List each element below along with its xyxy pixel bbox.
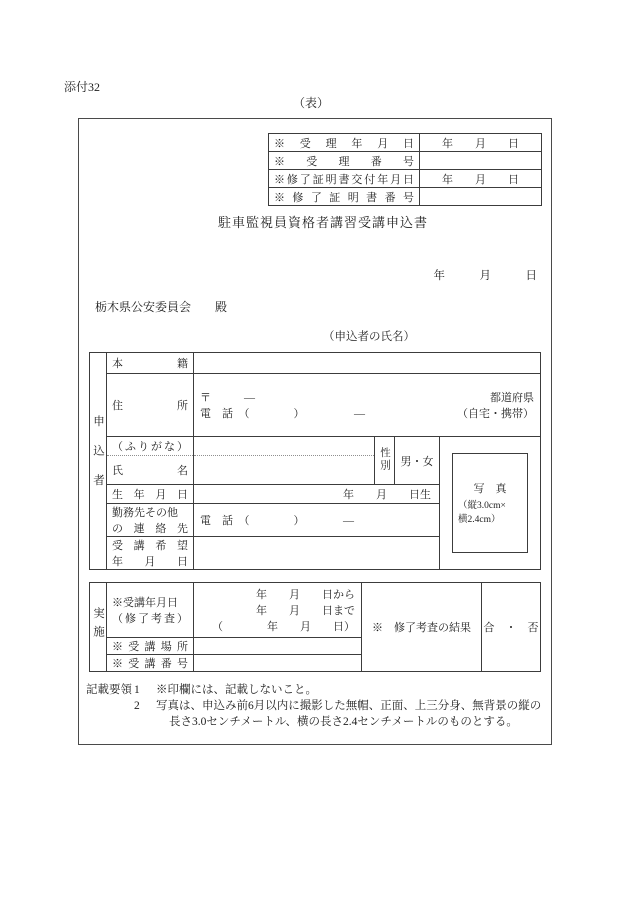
row-address — [90, 374, 541, 437]
office-row-value — [420, 188, 542, 206]
furigana-input-area — [194, 438, 374, 456]
exam-result-label-cell: ※ 修了考査の結果 — [362, 583, 482, 672]
honseki-label: 本籍 — [112, 358, 188, 370]
photo-cell — [440, 437, 541, 570]
applicant-table — [89, 352, 541, 570]
office-row-acceptance-number — [269, 152, 542, 170]
office-row-value: 年 月 日 — [420, 134, 542, 152]
note-2-text-line2: 長さ3.0センチメートル、横の長さ2.4センチメートルのものとする。 — [169, 716, 518, 728]
addressee: 栃木県公安委員会 殿 — [95, 300, 228, 314]
birthdate-label: 生年月日 — [112, 489, 188, 501]
work-contact-input-cell — [194, 504, 440, 537]
note-2-text-line1: 写真は、申込み前6月以内に撮影した無帽、正面、上三分身、無背景の縦の — [156, 700, 542, 712]
furigana-label: （ふりがな） — [112, 441, 188, 453]
name-input-area — [194, 456, 374, 484]
desired-date-label-line1: 受講希望 — [112, 540, 188, 552]
execution-side-label-cell — [90, 583, 107, 672]
execution-table — [89, 582, 541, 672]
course-place-input-cell — [194, 638, 362, 655]
home-phone-field: 電 話 （ ） ― — [200, 408, 365, 420]
office-row-value — [420, 152, 542, 170]
course-number-input-cell — [194, 655, 362, 672]
honseki-input-cell — [194, 353, 541, 374]
note-2-number: 2 — [134, 700, 140, 712]
page-title: 駐車監視員資格者講習受講申込書 — [217, 215, 428, 230]
applicant-side-label-cell — [90, 353, 107, 570]
desired-date-label-line2: 年月日 — [112, 556, 188, 568]
exam-label: （修了考査） — [112, 613, 188, 625]
course-number-label: ※受講番号 — [112, 658, 188, 670]
attachment-number: 添付32 — [64, 80, 101, 94]
note-1-number: 1 — [134, 684, 140, 696]
address-input-cell — [194, 374, 541, 437]
form-side-label: （表） — [293, 96, 330, 110]
notes-heading: 記載要領 — [86, 684, 132, 696]
photo-label: 写 真 — [473, 482, 507, 495]
name-label: 氏名 — [112, 464, 188, 477]
course-date-label: ※受講年月日 — [112, 597, 178, 609]
work-contact-label-line1: 勤務先その他 — [112, 507, 178, 519]
execution-side-label: 実施 — [92, 607, 104, 644]
office-row-label: ※修了証明書番号 — [274, 191, 414, 204]
office-row-acceptance-date — [269, 134, 542, 152]
office-row-label: ※受理番号 — [274, 155, 414, 168]
row-name — [90, 437, 541, 485]
course-date-to: 年 月 日まで — [256, 605, 355, 617]
photo-size-line2: 横2.4cm） — [458, 514, 501, 525]
photo-frame — [452, 453, 528, 553]
prefecture-suffix: 都道府県 — [490, 392, 534, 404]
name-input-cell — [194, 437, 375, 485]
office-row-value: 年 月 日 — [420, 170, 542, 188]
row-course-date — [90, 583, 541, 638]
course-date-input-cell — [194, 583, 362, 638]
postal-code-field: 〒 ― — [200, 392, 255, 404]
course-place-label: ※受講場所 — [112, 641, 188, 653]
work-contact-label-line2: の連絡先 — [112, 523, 188, 535]
exam-result-options-cell: 合 ・ 否 — [482, 583, 541, 672]
applicant-side-label: 申込者 — [92, 415, 104, 504]
exam-date-field: （ 年 月 日） — [212, 621, 355, 633]
sex-label-cell — [375, 437, 395, 485]
address-label: 住所 — [112, 400, 188, 412]
sex-options-cell: 男・女 — [395, 437, 440, 485]
birthdate-input-cell: 年 月 日生 — [194, 485, 440, 504]
form-sheet — [78, 118, 552, 745]
application-date-field: 年 月 日 — [433, 270, 537, 282]
sex-label: 性別 — [379, 446, 390, 472]
row-honseki — [90, 353, 541, 374]
course-date-from: 年 月 日から — [256, 589, 355, 601]
work-phone-field: 電 話 （ ） ― — [200, 514, 354, 527]
notes-section — [86, 682, 548, 730]
office-use-table — [268, 133, 542, 206]
note-1-text: ※印欄には、記載しないこと。 — [156, 684, 317, 696]
office-row-label: ※修了証明書交付年月日 — [274, 173, 414, 186]
desired-date-input-cell — [194, 537, 440, 570]
photo-size-line1: （縦3.0cm× — [458, 500, 506, 511]
phone-type-note: （自宅・携帯） — [457, 408, 534, 420]
office-row-certificate-number — [269, 188, 542, 206]
office-row-label: ※受理年月日 — [274, 137, 414, 150]
applicant-name-caption: （申込者の氏名） — [323, 331, 415, 343]
office-row-certificate-date — [269, 170, 542, 188]
